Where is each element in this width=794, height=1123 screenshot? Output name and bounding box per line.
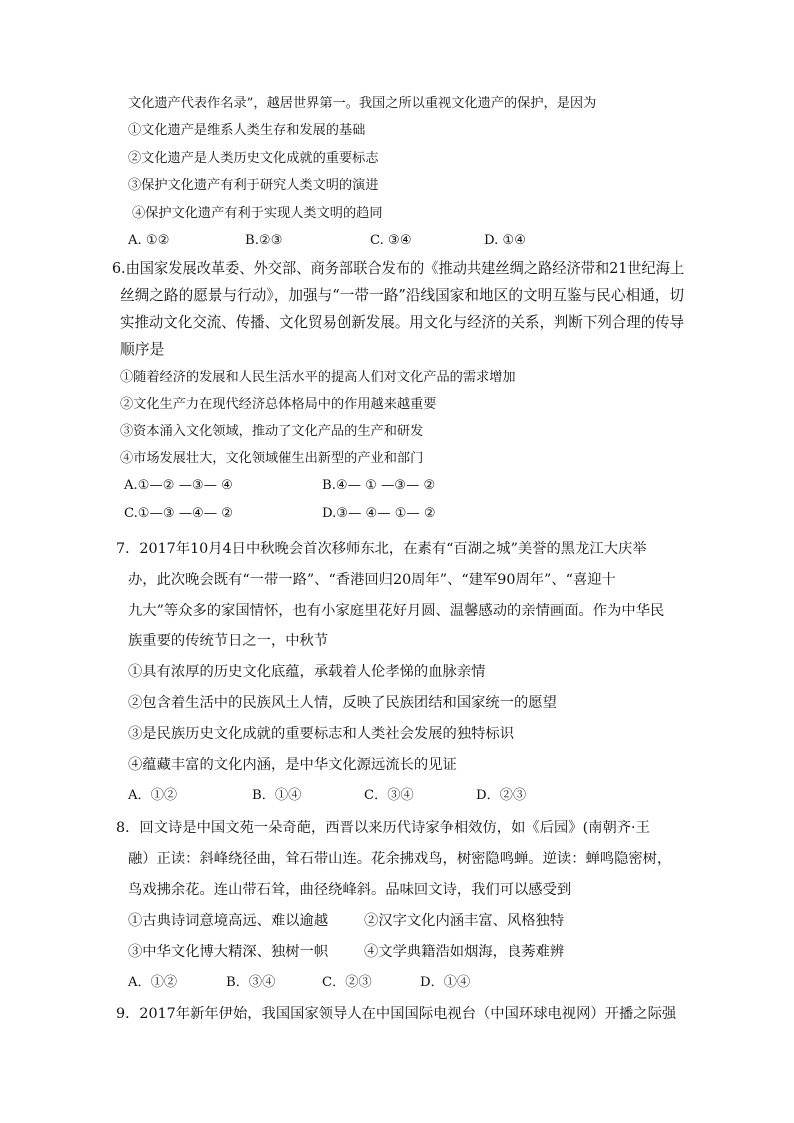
q8-option-d: D．①④ <box>420 975 471 990</box>
q8-item-3: ③中华文化博大精深、独树一帜 <box>128 944 329 960</box>
q6-stem-line-4: 顺序是 <box>120 341 165 358</box>
q7-option-c: C．③④ <box>364 788 414 803</box>
q5-option-c: C. ③④ <box>370 233 412 248</box>
q6-item-1: ①随着经济的发展和人民生活水平的提高人们对文化产品的需求增加 <box>120 370 516 385</box>
q5-item-2: ②文化遗产是人类历史文化成就的重要标志 <box>128 151 379 166</box>
q6-option-d: D.③— ④— ①— ② <box>322 506 436 521</box>
q8-option-c: C．②③ <box>322 975 372 990</box>
q6-stem-line-3: 实推动文化交流、传播、文化贸易创新发展。用文化与经济的关系，判断下列合理的传导 <box>120 314 685 331</box>
q5-option-d: D. ①④ <box>484 233 527 248</box>
q7-stem-line-3: 九大”等众多的家国情怀，也有小家庭里花好月圆、温馨感动的亲情画面。作为中华民 <box>128 603 665 619</box>
q7-stem-line-2: 办，此次晚会既有“一带一路”、“香港回归20周年”、“建军90周年”、“喜迎十 <box>128 572 616 588</box>
q6-stem-line-2: 丝绸之路的愿景与行动》，加强与“一带一路”沿线国家和地区的文明互鉴与民心相通，切 <box>120 287 685 304</box>
q9-stem-head: 9．2017年新年伊始，我国国家领导人在中国国际电视台（中国环球电视网）开播之际强 <box>116 1006 677 1022</box>
q7-item-2: ②包含着生活中的民族风土人情，反映了民族团结和国家统一的愿望 <box>128 695 557 711</box>
q7-option-a: A．①② <box>128 788 178 803</box>
q8-item-4: ④文学典籍浩如烟海，良莠难辨 <box>364 944 565 960</box>
q5-item-3: ③保护文化遗产有利于研究人类文明的演进 <box>128 178 379 193</box>
q6-stem-line-1: 6.由国家发展改革委、外交部、商务部联合发布的《推动共建丝绸之路经济带和21世纪海上 <box>112 260 685 277</box>
q7-item-3: ③是民族历史文化成就的重要标志和人类社会发展的独特标识 <box>128 726 515 742</box>
q7-item-4: ④蕴藏丰富的文化内涵，是中华文化源远流长的见证 <box>128 757 457 773</box>
q5-option-b: B.②③ <box>245 233 283 248</box>
q5-option-a: A. ①② <box>128 233 170 248</box>
q8-stem-line-1: 8．回文诗是中国文苑一朵奇葩，西晋以来历代诗家争相效仿，如《后园》(南朝齐·王 <box>116 820 650 836</box>
q6-item-2: ②文化生产力在现代经济总体格局中的作用越来越重要 <box>120 397 437 412</box>
q6-option-b: B.④— ① —③— ② <box>322 478 436 493</box>
q7-stem-line-1: 7．2017年10月4日中秋晚会首次移师东北，在素有“百湖之城”美誉的黑龙江大庆举 <box>116 541 647 557</box>
q6-item-3: ③资本涌入文化领域，推动了文化产品的生产和研发 <box>120 424 424 439</box>
q5-stem-tail: 文化遗产代表作名录”，越居世界第一。我国之所以重视文化遗产的保护，是因为 <box>128 96 597 111</box>
q8-stem-line-2: 融）正读：斜峰绕径曲，耸石带山连。花余拂戏鸟，树密隐鸣蝉。逆读：蝉鸣隐密树， <box>128 851 672 867</box>
q7-item-1: ①具有浓厚的历史文化底蕴，承载着人伦孝悌的血脉亲情 <box>128 664 486 680</box>
q8-option-b: B．③④ <box>226 975 276 990</box>
q5-item-1: ①文化遗产是维系人类生存和发展的基础 <box>128 123 366 138</box>
q6-item-4: ④市场发展壮大，文化领域催生出新型的产业和部门 <box>120 451 424 466</box>
q7-stem-line-4: 族重要的传统节日之一，中秋节 <box>128 633 329 649</box>
q6-option-a: A.①—② —③— ④ <box>124 478 233 493</box>
q7-option-d: D．②③ <box>476 788 527 803</box>
q8-item-2: ②汉字文化内涵丰富、风格独特 <box>364 913 565 929</box>
q8-item-1: ①古典诗词意境高远、难以逾越 <box>128 913 329 929</box>
q6-option-c: C.①—③ —④— ② <box>124 506 234 521</box>
q8-option-a: A．①② <box>128 975 178 990</box>
q7-option-b: B．①④ <box>252 788 302 803</box>
q8-stem-line-3: 鸟戏拂余花。连山带石耸，曲径绕峰斜。品味回文诗，我们可以感受到 <box>128 882 572 898</box>
q5-item-4: ④保护文化遗产有利于实现人类文明的趋同 <box>132 206 383 221</box>
